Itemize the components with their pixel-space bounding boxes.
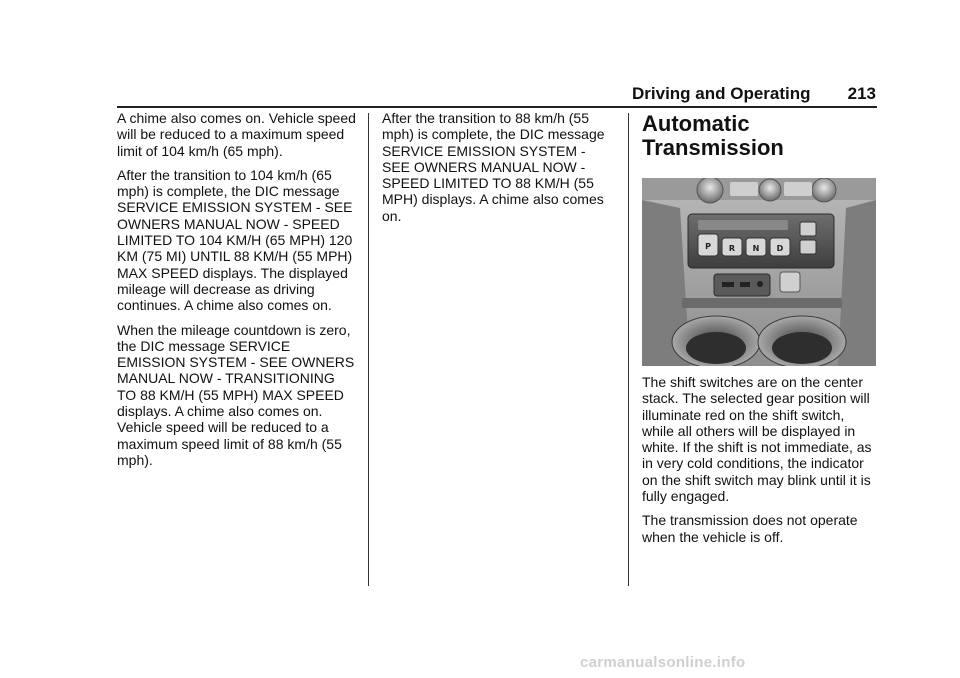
section-title-header: Driving and Operating bbox=[632, 84, 811, 103]
paragraph: The shift switches are on the center stack. The selected gear position will illuminate red on the shift switch, while all others will be displayed in white. If the shift is not immediate, as in very cold conditions, the indicator on the shift switch may blink until it is fully engaged. bbox=[642, 374, 872, 505]
column-divider bbox=[628, 113, 629, 586]
shift-switch-photo bbox=[642, 178, 876, 366]
header-rule bbox=[117, 106, 877, 108]
column-2 bbox=[382, 110, 614, 232]
shift-label: R bbox=[728, 244, 736, 253]
section-heading: Automatic Transmission bbox=[642, 111, 784, 160]
shift-label: N bbox=[752, 244, 760, 253]
paragraph: A chime also comes on. Vehicle speed will be reduced to a maximum speed limit of 104 km/h (65 mph). bbox=[117, 110, 356, 159]
paragraph: When the mileage countdown is zero, the DIC message SERVICE EMISSION SYSTEM - SEE OWNERS MANUAL NOW - TRANSITIONING TO 88 KM/H (55 MPH) MAX SPEED displays. A chime also comes on. Vehicle speed will be reduced to a maximum speed limit of 88 km/h (55 mph). bbox=[117, 321, 355, 468]
page-header bbox=[632, 84, 876, 104]
column-1 bbox=[117, 110, 357, 476]
paragraph: After the transition to 88 km/h (55 mph) is complete, the DIC message SERVICE EMISSION SYSTEM - SEE OWNERS MANUAL NOW - SPEED LIMITED TO 88 KM/H (55 MPH) displays. A chime also comes on. bbox=[382, 110, 605, 224]
paragraph: The transmission does not operate when the vehicle is off. bbox=[642, 512, 858, 545]
shift-label: D bbox=[776, 244, 784, 253]
shift-label: P bbox=[705, 242, 711, 251]
page-number: 213 bbox=[847, 84, 876, 103]
paragraph: After the transition to 104 km/h (65 mph) is complete, the DIC message SERVICE EMISSION SYSTEM - SEE OWNERS MANUAL NOW - SPEED LIMITED TO 104 KM/H (65 MPH) 120 KM (75 MI) UNTIL 88 KM/H (55 MPH) MAX SPEED displays. The displayed mileage will decrease as driving continues. A chime also comes on. bbox=[117, 166, 353, 314]
column-3 bbox=[642, 110, 878, 553]
watermark: carmanualsonline.info bbox=[580, 654, 746, 671]
column-divider bbox=[368, 113, 369, 586]
